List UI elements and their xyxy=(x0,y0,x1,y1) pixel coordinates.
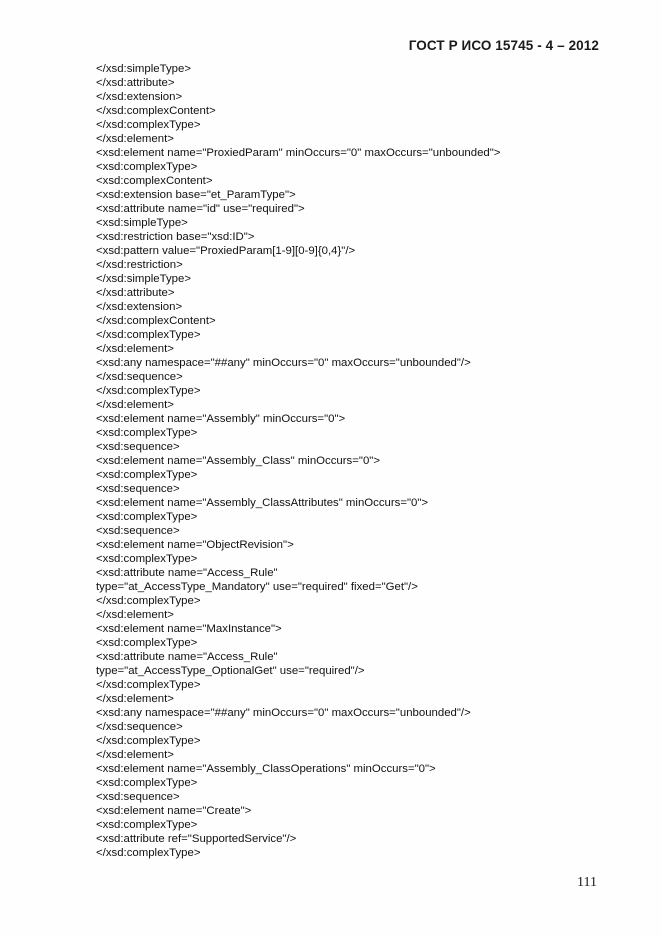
code-line: <xsd:complexType> xyxy=(96,637,198,649)
code-line: </xsd:attribute> xyxy=(96,77,175,89)
code-line: </xsd:complexType> xyxy=(96,735,201,747)
code-line: </xsd:complexContent> xyxy=(96,105,216,117)
code-line: type="at_AccessType_Mandatory" use="required" fixed="Get"/> xyxy=(96,581,418,593)
code-line: </xsd:element> xyxy=(96,693,174,705)
code-line: </xsd:element> xyxy=(96,133,174,145)
code-line: </xsd:complexType> xyxy=(96,119,201,131)
code-line: </xsd:complexType> xyxy=(96,595,201,607)
code-line: <xsd:attribute name="Access_Rule" xyxy=(96,567,278,579)
code-line: <xsd:sequence> xyxy=(96,525,180,537)
code-line: <xsd:element name="ProxiedParam" minOccurs="0" maxOccurs="unbounded"> xyxy=(96,147,501,159)
code-line: <xsd:element name="Assembly_ClassAttributes" minOccurs="0"> xyxy=(96,497,429,509)
code-line: <xsd:element name="Create"> xyxy=(96,805,252,817)
code-line: </xsd:complexContent> xyxy=(96,315,216,327)
code-line: <xsd:attribute name="id" use="required"> xyxy=(96,203,305,215)
code-line: <xsd:element name="Assembly_ClassOperations" minOccurs="0"> xyxy=(96,763,436,775)
code-line: <xsd:attribute ref="SupportedService"/> xyxy=(96,833,297,845)
code-line: </xsd:extension> xyxy=(96,301,183,313)
code-line: <xsd:any namespace="##any" minOccurs="0" maxOccurs="unbounded"/> xyxy=(96,707,471,719)
xsd-code-listing xyxy=(96,62,616,860)
code-line: </xsd:complexType> xyxy=(96,329,201,341)
code-line: </xsd:simpleType> xyxy=(96,273,191,285)
code-line: </xsd:element> xyxy=(96,609,174,621)
code-line: <xsd:pattern value="ProxiedParam[1-9][0-9]{0,4}"/> xyxy=(96,245,356,257)
code-line: </xsd:element> xyxy=(96,749,174,761)
code-line: </xsd:attribute> xyxy=(96,287,175,299)
code-line: <xsd:complexType> xyxy=(96,553,198,565)
code-line: <xsd:attribute name="Access_Rule" xyxy=(96,651,278,663)
code-line: <xsd:simpleType> xyxy=(96,217,188,229)
code-line: <xsd:element name="ObjectRevision"> xyxy=(96,539,294,551)
page-number: 111 xyxy=(577,875,597,890)
code-line: </xsd:element> xyxy=(96,343,174,355)
code-line: <xsd:element name="MaxInstance"> xyxy=(96,623,282,635)
code-line: </xsd:complexType> xyxy=(96,679,201,691)
code-line: <xsd:element name="Assembly" minOccurs="0"> xyxy=(96,413,346,425)
code-line: </xsd:simpleType> xyxy=(96,63,191,75)
code-line: </xsd:complexType> xyxy=(96,847,201,859)
code-line: <xsd:restriction base="xsd:ID"> xyxy=(96,231,255,243)
code-line: <xsd:complexType> xyxy=(96,161,198,173)
code-line: <xsd:sequence> xyxy=(96,791,180,803)
code-line: </xsd:extension> xyxy=(96,91,183,103)
code-line: </xsd:complexType> xyxy=(96,385,201,397)
code-line: <xsd:element name="Assembly_Class" minOccurs="0"> xyxy=(96,455,380,467)
code-line: </xsd:sequence> xyxy=(96,721,183,733)
code-line: <xsd:complexType> xyxy=(96,427,198,439)
code-line: <xsd:extension base="et_ParamType"> xyxy=(96,189,296,201)
code-line: <xsd:complexType> xyxy=(96,511,198,523)
code-line: </xsd:element> xyxy=(96,399,174,411)
code-line: <xsd:sequence> xyxy=(96,441,180,453)
code-line: <xsd:sequence> xyxy=(96,483,180,495)
code-line: <xsd:complexType> xyxy=(96,777,198,789)
code-line: <xsd:complexType> xyxy=(96,819,198,831)
code-line: </xsd:restriction> xyxy=(96,259,183,271)
standard-header: ГОСТ Р ИСО 15745 - 4 – 2012 xyxy=(408,38,599,53)
code-line: type="at_AccessType_OptionalGet" use="required"/> xyxy=(96,665,365,677)
code-line: <xsd:complexType> xyxy=(96,469,198,481)
code-line: </xsd:sequence> xyxy=(96,371,183,383)
code-line: <xsd:complexContent> xyxy=(96,175,213,187)
code-line: <xsd:any namespace="##any" minOccurs="0" maxOccurs="unbounded"/> xyxy=(96,357,471,369)
